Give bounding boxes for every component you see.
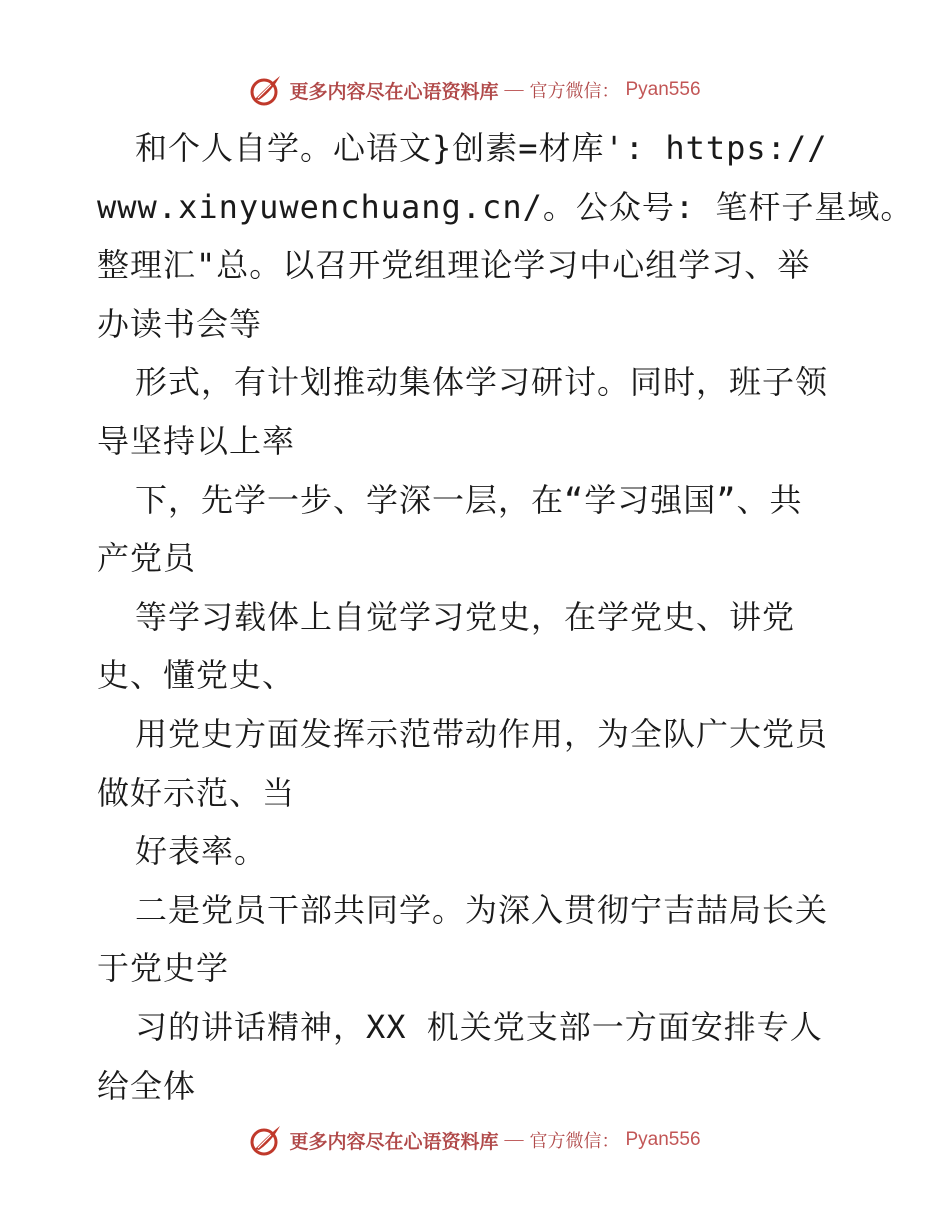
watermark-wechat-id: Pyan556 (625, 79, 701, 100)
text-line: 习的讲话精神，XX 机关党支部一方面安排专人 (135, 1007, 823, 1046)
watermark-text: 更多内容尽在心语资料库 (289, 80, 499, 103)
text-line: 产党员 (97, 539, 197, 578)
header-watermark (0, 70, 950, 110)
quill-pen-logo-icon (249, 1123, 283, 1157)
watermark-wechat-id: Pyan556 (625, 1129, 701, 1150)
text-line: 二是党员干部共同学。为深入贯彻宁吉喆局长关 (135, 890, 829, 929)
watermark-group (249, 1123, 700, 1157)
document-body (97, 119, 914, 1115)
text-line: 和个人自学。心语文}创素=材库': https:// (135, 129, 828, 167)
text-line: 做好示范、当 (97, 773, 296, 812)
text-line: 好表率。 (135, 832, 268, 871)
text-line: 用党史方面发挥示范带动作用，为全队广大党员 (135, 714, 829, 753)
text-line: 办读书会等 (97, 304, 263, 343)
text-line: www.xinyuwenchuang.cn/。公众号: 笔杆子星域。 (97, 187, 914, 226)
watermark-contact-label: 官方微信： (529, 81, 620, 102)
watermark-contact-label: 官方微信： (529, 1131, 620, 1152)
watermark-group (249, 73, 700, 107)
text-line: 整理汇"总。以召开党组理论学习中心组学习、举 (97, 246, 811, 285)
watermark-text: 更多内容尽在心语资料库 (289, 1130, 499, 1153)
text-line: 给全体 (97, 1066, 197, 1105)
text-line: 等学习载体上自觉学习党史，在学党史、讲党 (135, 597, 796, 636)
text-line: 史、懂党史、 (97, 656, 296, 695)
text-line: 下，先学一步、学深一层，在“学习强国”、共 (135, 480, 803, 519)
footer-watermark (0, 1120, 950, 1160)
watermark-dash: — (504, 1129, 524, 1150)
watermark-dash: — (504, 79, 524, 100)
text-line: 形式，有计划推动集体学习研讨。同时，班子领 (135, 363, 829, 402)
quill-pen-logo-icon (249, 73, 283, 107)
text-line: 导坚持以上率 (97, 421, 296, 460)
text-line: 于党史学 (97, 949, 230, 988)
